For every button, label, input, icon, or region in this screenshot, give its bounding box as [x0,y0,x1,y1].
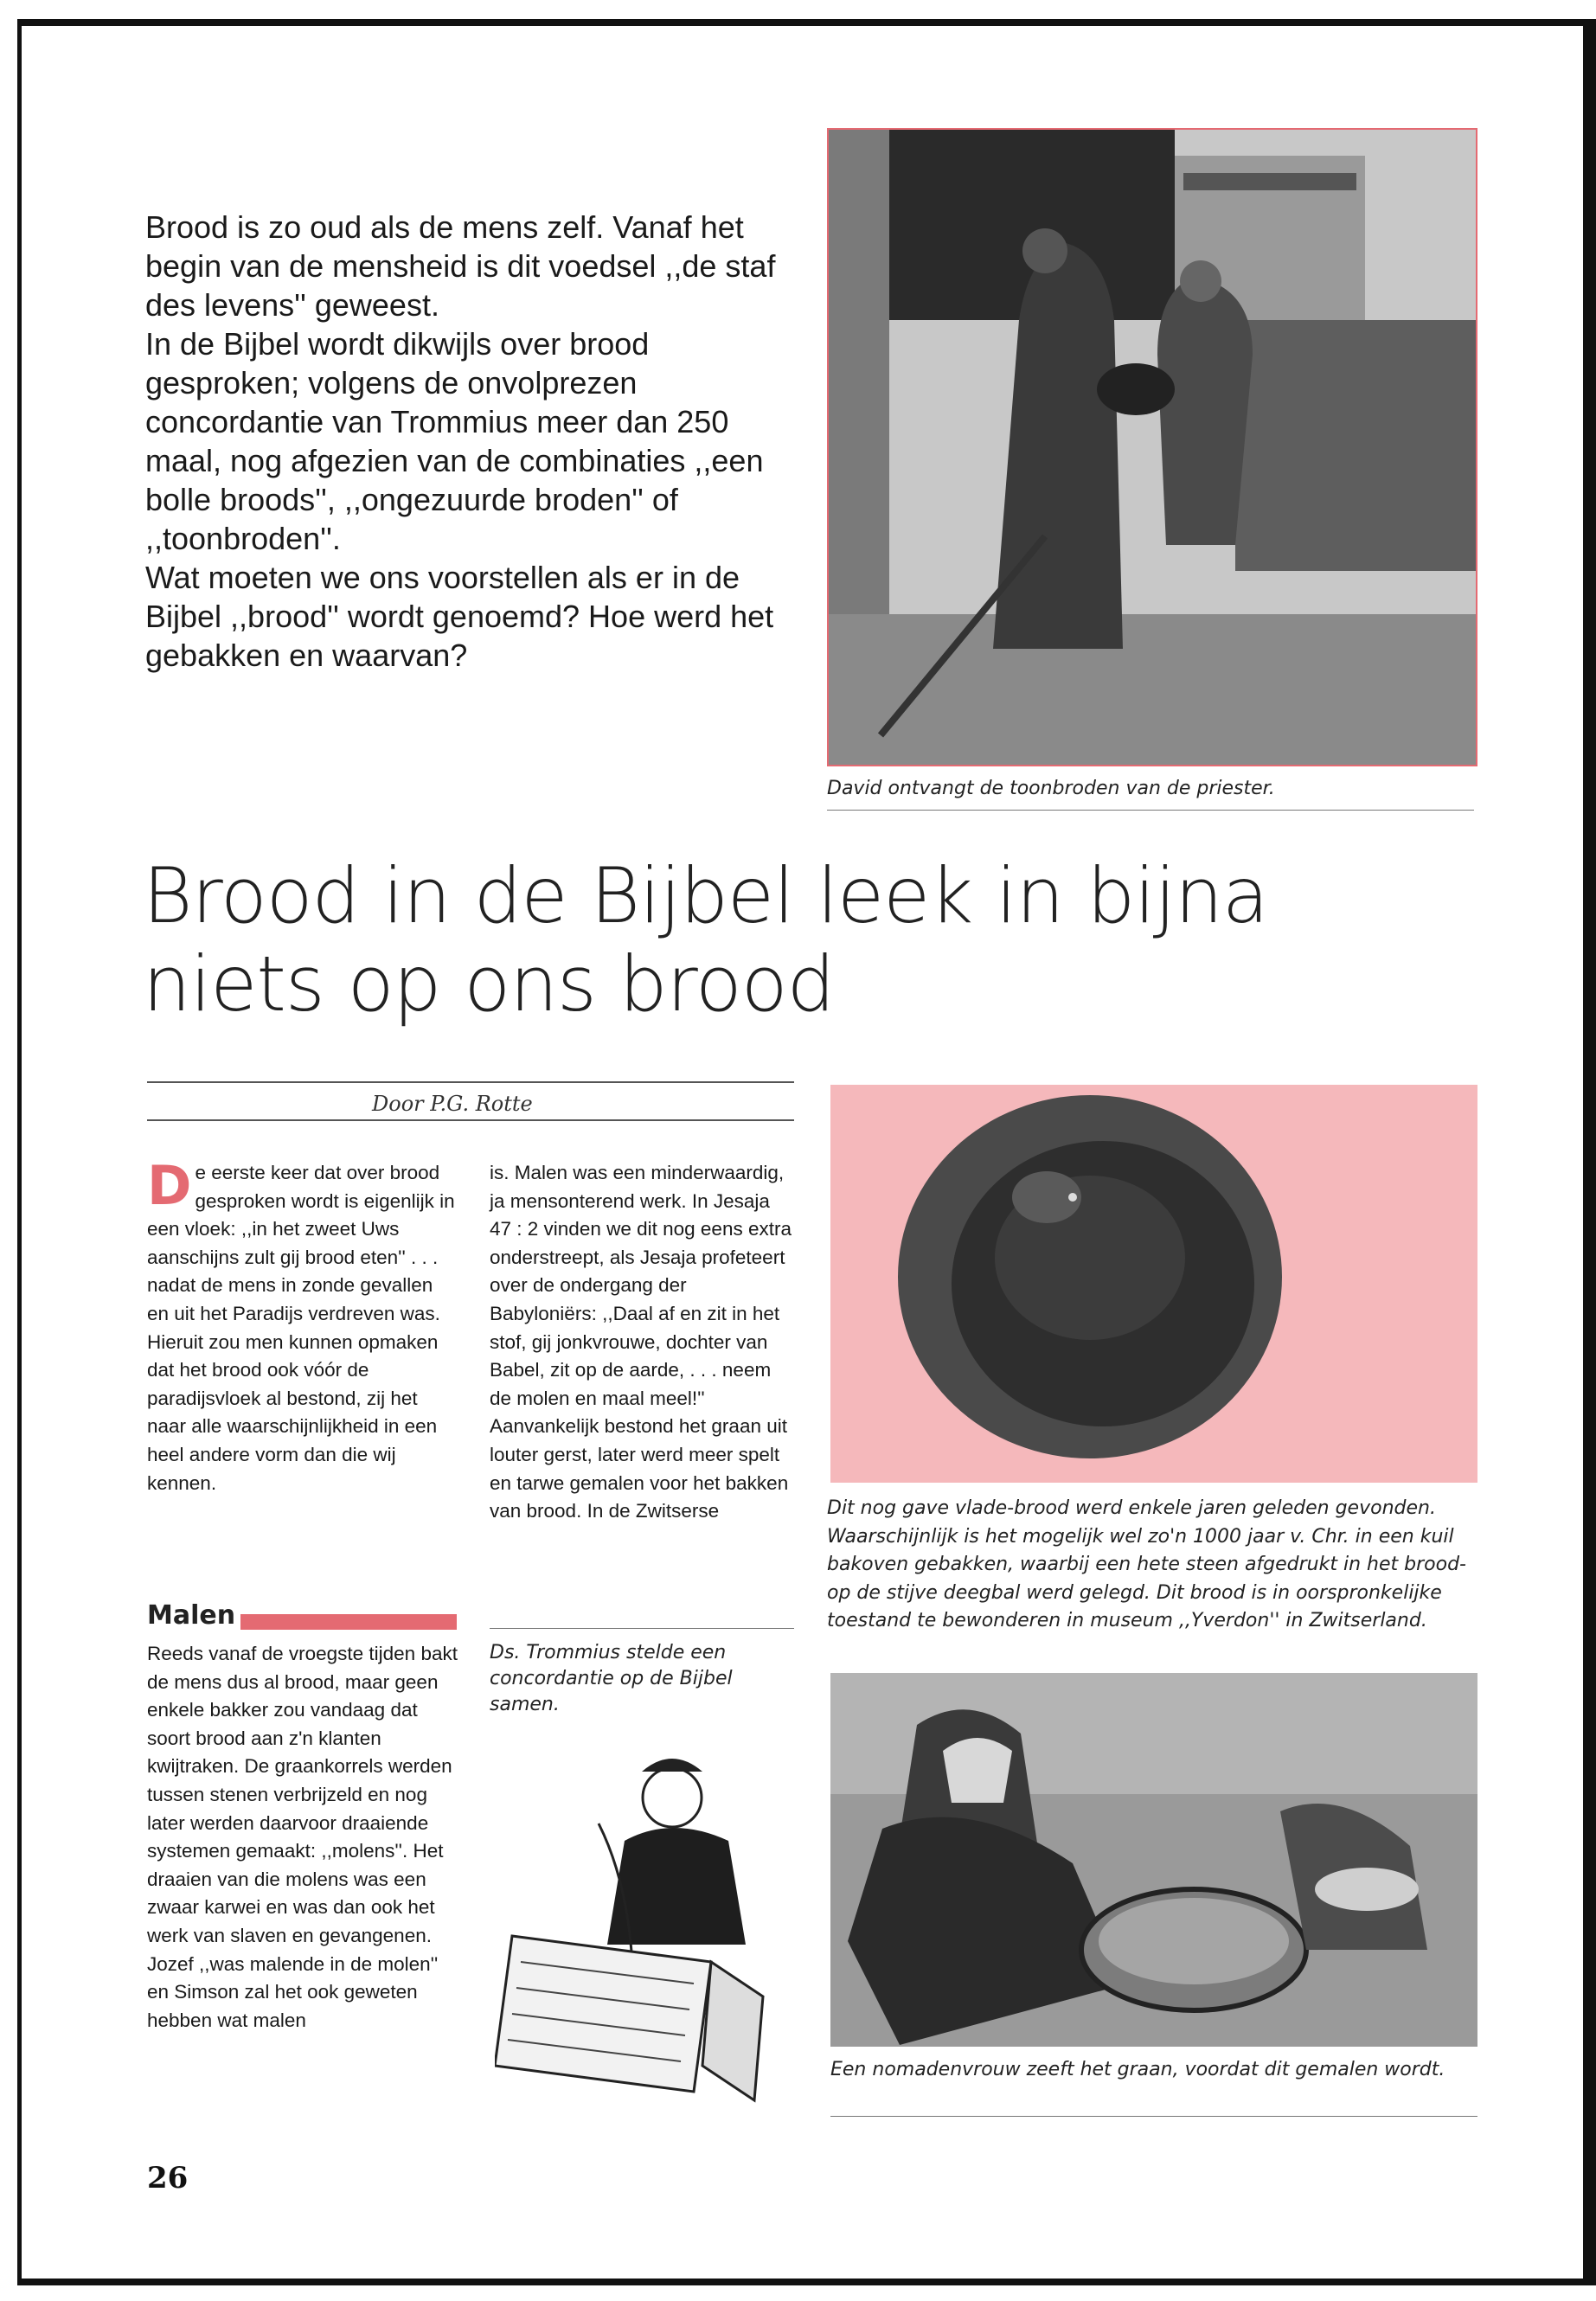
subhead-accent-bar [240,1614,457,1630]
vlade-bread-caption: Dit nog gave vlade-brood werd enkele jaren geleden gevonden. Waarschijnlijk is het mogelijk wel zo'n 1000 jaar v. Chr. in een kuil bakoven gebakken, waarbij een hete steen afgedrukt in het brood- op de stijve deegbal werd gelegd. Dit brood is in oorspronkelijke toestand te bewonderen in museum ,,Yverdon'' in Zwitserland. [827,1497,1466,1631]
nomad-caption-rule [830,2116,1477,2117]
intro-paragraph: Brood is zo oud als de mens zelf. Vanaf het begin van de mensheid is dit voedsel ,,de staf des levens'' geweest. [145,209,776,323]
byline: Door P.G. Rotte [372,1092,533,1116]
section-subhead [147,1600,458,1631]
intro-paragraph: In de Bijbel wordt dikwijls over brood gesproken; volgens de onvolprezen concordantie van Trommius meer dan 250 maal, nog afgezien van de combinaties ,,een bolle broods'', ,,ongezuurde broden'' of ,,toonbroden''. [145,326,764,556]
article-headline [143,852,1354,1029]
headline-line: Brood in de Bijbel leek in bijna [143,851,1268,940]
page-frame-bottom [17,2279,1596,2285]
page-number: 26 [147,2161,189,2195]
article-column-1 [147,1154,458,1497]
subhead-label: Malen [147,1600,236,1631]
body-text: Reeds vanaf de vroegste tijden bakt de mens dus al brood, maar geen enkele bakker zou vandaag dat soort brood aan z'n klanten kwijtraken. De graankorrels werden tussen stenen verbrijzeld en nog later werden daarvoor draaiende systemen gemaakt: ,,molens''. Het draaien van die molens was een zwaar karwei en was dan ook het werk van slaven en gevangenen. Jozef ,,was malende in de molen'' en Simson zal het ook geweten hebben wat malen [147,1643,458,2031]
trommius-rule-top [490,1628,794,1629]
intro-paragraph: Wat moeten we ons voorstellen als er in de Bijbel ,,brood'' wordt genoemd? Hoe werd het gebakken en waarvan? [145,560,774,673]
body-text: is. Malen was een minderwaardig, ja mensonterend werk. In Jesaja 47 : 2 vinden we dit nog eens extra onderstreept, als Jesaja profeteert over de ondergang der Babyloniërs: ,,Daal af en zit in het stof, gij jonkvrouwe, dochter van Babel, zit op de aarde, . . . neem de molen en maal meel!'' Aanvankelijk bestond het graan uit louter gerst, later werd meer spelt en tarwe gemalen voor het bakken van brood. In de Zwitserse [490,1162,792,1522]
nomad-woman-photo [830,1673,1477,2047]
body-text: e eerste keer dat over brood gesproken wordt is eigenlijk in een vloek: ,,in het zweet Uws aanschijns zult gij brood eten'' . . . nadat de mens in zonde gevallen en uit het Paradijs verdreven was. Hieruit zou men kunnen opmaken dat het brood ook vóór de paradijsvloek al bestond, zij het naar alle waarschijnlijkheid in een heel andere vorm dan die wij kennen. [147,1162,455,1494]
page-frame-top [17,19,1596,26]
headline-line: niets op ons brood [143,939,835,1029]
nomad-caption: Een nomadenvrouw zeeft het graan, voordat dit gemalen wordt. [830,2059,1445,2080]
byline-rule-bottom [147,1119,794,1121]
article-column-1-continued [147,1640,458,2035]
drop-cap: D [147,1154,192,1217]
trommius-caption: Ds. Trommius stelde een concordantie op de Bijbel samen. [490,1642,733,1715]
intro-text [145,208,803,675]
page-frame-right [1583,19,1596,2285]
david-caption: David ontvangt de toonbroden van de priester. [827,778,1275,799]
trommius-illustration [495,1737,789,2118]
vlade-bread-photo [830,1085,1477,1483]
article-column-2 [490,1159,794,1526]
david-engraving-image [827,128,1477,766]
page-frame-left [17,19,22,2285]
caption-rule [827,810,1474,811]
byline-rule-top [147,1081,794,1083]
